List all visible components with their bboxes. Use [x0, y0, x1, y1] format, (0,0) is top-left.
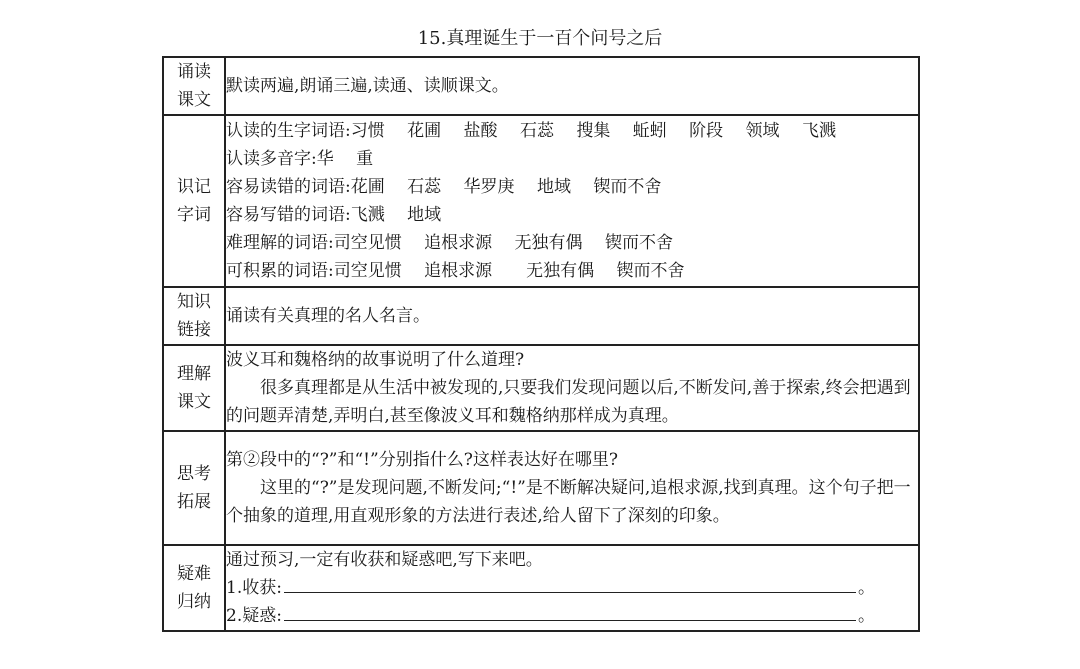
table-row-recite [163, 57, 919, 115]
end-mark: 。 [857, 606, 875, 626]
content-line: 难理解的词语:司空见惯 追根求源 无独有偶 锲而不舍 [226, 233, 673, 253]
row-label [163, 57, 225, 115]
end-mark: 。 [857, 578, 875, 598]
row-label-line: 字词 [177, 205, 211, 225]
table-row-understand [163, 345, 919, 431]
row-label [163, 115, 225, 287]
row-label-line: 知识 [177, 292, 211, 312]
row-label-line: 归纳 [177, 592, 211, 612]
content-line: 诵读有关真理的名人名言。 [226, 306, 430, 326]
row-label-line: 疑难 [177, 564, 211, 584]
row-content [225, 345, 919, 431]
gain-label: 1.收获: [226, 578, 282, 598]
row-label-line: 拓展 [177, 492, 211, 512]
row-label [163, 545, 225, 631]
row-content [225, 57, 919, 115]
row-label-line: 理解 [177, 364, 211, 384]
gain-line [226, 574, 918, 602]
row-content [225, 545, 919, 631]
table-row-summary [163, 545, 919, 631]
doubt-line [226, 602, 918, 630]
content-line: 容易写错的词语:飞溅 地域 [226, 205, 442, 225]
question-text: 第②段中的“?”和“!”分别指什么?这样表达好在哪里? [226, 450, 618, 470]
table-row-extend [163, 431, 919, 545]
row-label-line: 课文 [177, 90, 211, 110]
gain-blank[interactable] [284, 574, 856, 593]
row-content [225, 431, 919, 545]
row-label-line: 诵读 [177, 62, 211, 82]
row-label [163, 431, 225, 545]
preview-table [162, 56, 920, 632]
row-label [163, 287, 225, 345]
table-row-knowledge [163, 287, 919, 345]
content-line: 容易读错的词语:花圃 石蕊 华罗庚 地域 锲而不舍 [226, 177, 662, 197]
content-line: 可积累的词语:司空见惯 追根求源 无独有偶 锲而不舍 [226, 261, 685, 281]
answer-text: 很多真理都是从生活中被发现的,只要我们发现问题以后,不断发问,善于探索,终会把遇到的问题弄清楚,弄明白,甚至像波义耳和魏格纳那样成为真理。 [226, 378, 911, 426]
question-text: 波义耳和魏格纳的故事说明了什么道理? [226, 350, 525, 370]
table-row-vocabulary [163, 115, 919, 287]
row-label-line: 识记 [177, 177, 211, 197]
content-line: 认读的生字词语:习惯 花圃 盐酸 石蕊 搜集 蚯蚓 阶段 领域 飞溅 [226, 121, 836, 141]
content-line: 默读两遍,朗诵三遍,读通、读顺课文。 [226, 76, 509, 96]
row-label-line: 课文 [177, 392, 211, 412]
row-content [225, 287, 919, 345]
row-content [225, 115, 919, 287]
doubt-blank[interactable] [284, 602, 856, 621]
content-line: 认读多音字:华 重 [226, 149, 374, 169]
page-title: 15.真理诞生于一百个问号之后 [417, 28, 663, 49]
summary-intro: 通过预习,一定有收获和疑惑吧,写下来吧。 [226, 550, 543, 570]
row-label-line: 链接 [177, 320, 211, 340]
doubt-label: 2.疑惑: [226, 606, 282, 626]
row-label [163, 345, 225, 431]
row-label-line: 思考 [177, 464, 211, 484]
answer-text: 这里的“?”是发现问题,不断发问;“!”是不断解决疑问,追根求源,找到真理。这个句子把一个抽象的道理,用直观形象的方法进行表述,给人留下了深刻的印象。 [226, 478, 911, 526]
